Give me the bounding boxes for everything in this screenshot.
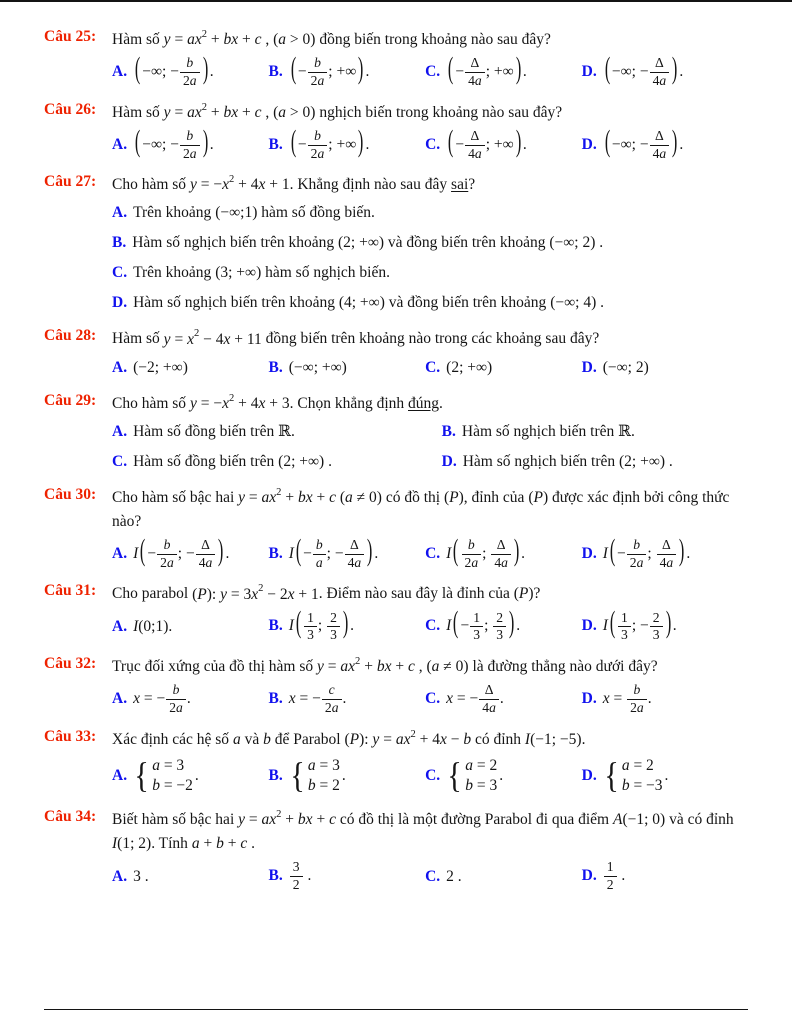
question [44, 173, 748, 317]
option-label: C. [425, 544, 441, 562]
option-text: I ( − $\frac{b}{2a}$ ; $\frac{\Delta}{4a}$ ) . [602, 534, 691, 570]
question [44, 728, 748, 798]
question-stem: Cho hàm số bậc hai $y = ax^2$ + bx + c (a ≠ 0) có đồ thị (P), đỉnh của (P) được xác định bởi công thức nào? [112, 486, 730, 531]
option [425, 609, 574, 645]
question-stem: Hàm số $y = x^2 - 4x + 11$ đồng biến trên khoảng nào trong các khoảng sau đây? [112, 328, 600, 348]
option [112, 199, 748, 227]
option [112, 54, 261, 90]
option [582, 127, 748, 163]
option-text: Hàm số nghịch biến trên (2; +∞) . [462, 452, 673, 470]
option-label: C. [112, 264, 128, 282]
option-text: x = − $\frac{\Delta}{4a}$ . [446, 682, 504, 715]
option-text: I ( $\frac{1}{3}$ ; $\frac{2}{3}$ ) . [288, 607, 354, 643]
option [442, 448, 748, 476]
option-text: $\frac{3}{2}$ . [289, 867, 312, 884]
option [269, 127, 418, 163]
question-stem: Biết hàm số bậc hai $y = ax^2$ + bx + c có đồ thị là một đường Parabol đi qua điểm A(−1; 0) và có đỉnh I(1; 2). Tính a + b + c . [112, 809, 734, 853]
option-text: (2; +∞) [446, 358, 493, 376]
option-text: Trên khoảng (3; +∞) hàm số nghịch biến. [133, 264, 390, 282]
option [112, 127, 261, 163]
option [582, 858, 748, 894]
question [44, 486, 748, 573]
option-text: ( − $\frac{b}{2a}$ ; +∞ ) . [290, 52, 370, 88]
option-text: I(0;1). [133, 617, 173, 635]
option-label: B. [268, 867, 283, 885]
options [112, 609, 748, 645]
question-body [112, 486, 748, 573]
question-label: Câu 26: [44, 100, 97, 118]
question [44, 28, 748, 91]
option-label: C. [425, 358, 441, 376]
question-stem: Cho parabol (P): $y = 3x^2 - 2x + 1$. Điểm nào sau đây là đỉnh của (P)? [112, 583, 541, 603]
option-label: A. [112, 544, 128, 562]
option-text: $\frac{1}{2}$ . [603, 867, 626, 884]
option [269, 681, 418, 717]
option-text: Trên khoảng (−∞;1) hàm số đồng biến. [133, 204, 375, 222]
option-label: D. [581, 544, 597, 562]
option-label: A. [112, 690, 128, 708]
option-text: { a = 2 b = −3 . [603, 755, 669, 796]
options [112, 199, 748, 317]
option-text: Hàm số đồng biến trên ℝ. [133, 422, 295, 440]
option [582, 54, 748, 90]
option [112, 863, 261, 891]
option-text: I ( − $\frac{b}{a}$ ; − $\frac{\Delta}{4a}$ ) . [288, 534, 379, 570]
option [112, 681, 261, 717]
option-label: B. [268, 617, 283, 635]
question-label: Câu 33: [44, 727, 97, 745]
option-label: A. [112, 422, 128, 440]
options [112, 127, 748, 163]
option [269, 754, 418, 798]
option-text: 3 . [133, 867, 149, 885]
options [112, 754, 748, 798]
question [44, 655, 748, 718]
option-label: D. [112, 294, 128, 312]
question-label: Câu 25: [44, 28, 97, 45]
option [582, 536, 748, 572]
question-label: Câu 28: [44, 327, 97, 345]
options [112, 54, 748, 90]
option-label: D. [581, 867, 597, 885]
question-body [112, 28, 748, 91]
option-text: { a = 3 b = 2 . [290, 755, 346, 796]
option-label: D. [581, 766, 597, 784]
option-text: 2 . [446, 867, 462, 885]
option [442, 418, 748, 446]
option-label: D. [581, 358, 597, 376]
option-label: C. [425, 135, 441, 153]
option-label: A. [112, 867, 128, 885]
option-text: (−∞; 2) [602, 358, 649, 376]
options [112, 681, 748, 717]
option [269, 354, 418, 382]
option [112, 536, 261, 572]
option-text: ( − $\frac{\Delta}{4a}$ ; +∞ ) . [448, 125, 527, 161]
question-label: Câu 32: [44, 655, 97, 673]
question-stem: Hàm số $y = ax^2$ + bx + c , (a > 0) đồng biến trong khoảng nào sau đây? [112, 28, 551, 49]
option [269, 536, 418, 572]
option-label: C. [425, 766, 441, 784]
option-label: B. [268, 544, 283, 562]
option-text: (−∞; +∞) [288, 358, 347, 376]
option-label: A. [112, 62, 128, 80]
option-text: ( − $\frac{b}{2a}$ ; +∞ ) . [290, 125, 370, 161]
option-text: Hàm số nghịch biến trên khoảng (4; +∞) và đồng biến trên khoảng (−∞; 4) . [133, 294, 604, 312]
option-label: D. [581, 135, 597, 153]
option-label: B. [268, 690, 283, 708]
question-label: Câu 29: [44, 391, 97, 409]
option [582, 354, 748, 382]
question [44, 327, 748, 381]
question [44, 101, 748, 164]
option-label: A. [112, 617, 128, 635]
option [269, 858, 418, 894]
option-label: B. [268, 62, 283, 80]
option-text: { a = 3 b = −2 . [134, 755, 199, 796]
option [425, 536, 574, 572]
question-body [112, 728, 748, 798]
option [425, 863, 574, 891]
option [582, 754, 748, 798]
option [112, 448, 434, 476]
question [44, 392, 748, 476]
option-label: D. [581, 690, 597, 708]
options [112, 354, 748, 382]
option-label: B. [268, 135, 283, 153]
question [44, 808, 748, 895]
option-text: { a = 2 b = 3 . [447, 755, 504, 796]
option-text: ( −∞; − $\frac{b}{2a}$ ) . [134, 52, 214, 88]
question-stem: Trục đối xứng của đồ thị hàm số $y = ax^2$ + bx + c , (a ≠ 0) là đường thẳng nào dưới đây? [112, 656, 658, 676]
question-label: Câu 30: [44, 485, 97, 503]
option [112, 613, 261, 641]
options [112, 536, 748, 572]
question-stem: Cho hàm số $y = -x^2 + 4x + 1$. Khẳng định nào sau đây sai? [112, 174, 476, 194]
option-label: B. [441, 422, 456, 440]
option [112, 259, 748, 287]
option [425, 127, 574, 163]
option-label: C. [112, 452, 128, 470]
options [112, 858, 748, 894]
option-label: B. [268, 766, 283, 784]
option-label: D. [581, 62, 597, 80]
question-list [44, 28, 748, 895]
option [269, 609, 418, 645]
option [112, 289, 748, 317]
question-stem: Xác định các hệ số a và b để Parabol (P): $y = ax^2 + 4x - b$ có đỉnh I(−1; −5). [112, 728, 586, 748]
option [582, 681, 748, 717]
question-body [112, 582, 748, 645]
option-label: A. [112, 358, 128, 376]
question [44, 582, 748, 645]
option-label: A. [112, 135, 128, 153]
option-text: ( −∞; − $\frac{\Delta}{4a}$ ) . [604, 52, 684, 88]
question-label: Câu 27: [44, 173, 97, 191]
option-text: Hàm số đồng biến trên (2; +∞) . [133, 452, 332, 470]
option-text: x = − $\frac{b}{2a}$ . [133, 682, 191, 715]
option [112, 354, 261, 382]
option [112, 754, 261, 798]
option-text: x = − $\frac{c}{2a}$ . [288, 682, 347, 715]
question-stem: Hàm số $y = ax^2$ + bx + c , (a > 0) nghịch biến trong khoảng nào sau đây? [112, 101, 563, 121]
option-text: I ( $\frac{b}{2a}$ ; $\frac{\Delta}{4a}$ ) . [446, 534, 525, 570]
option-text: I ( $\frac{1}{3}$ ; − $\frac{2}{3}$ ) . [602, 607, 677, 643]
option [112, 229, 748, 257]
option-text: I ( − $\frac{1}{3}$ ; $\frac{2}{3}$ ) . [446, 607, 521, 643]
option-label: A. [112, 766, 128, 784]
option [582, 609, 748, 645]
top-rule [0, 0, 792, 2]
option-label: B. [268, 358, 283, 376]
question-stem: Cho hàm số $y = -x^2 + 4x + 3$. Chọn khẳng định đúng. [112, 392, 443, 412]
option-label: C. [425, 867, 441, 885]
option-label: C. [425, 62, 441, 80]
option-text: Hàm số nghịch biến trên khoảng (2; +∞) và đồng biến trên khoảng (−∞; 2) . [132, 234, 604, 252]
question-body [112, 327, 748, 381]
option-label: D. [441, 452, 457, 470]
option [112, 418, 434, 446]
option [425, 754, 574, 798]
option-label: B. [112, 234, 127, 252]
option [425, 681, 574, 717]
option [425, 54, 574, 90]
question-body [112, 655, 748, 718]
option-text: ( − $\frac{\Delta}{4a}$ ; +∞ ) . [448, 52, 527, 88]
option-label: D. [581, 617, 597, 635]
option-text: (−2; +∞) [133, 358, 188, 376]
option-text: x = $\frac{b}{2a}$ . [602, 682, 652, 715]
option [425, 354, 574, 382]
question-body [112, 808, 748, 895]
option-label: C. [425, 690, 441, 708]
option-text: ( −∞; − $\frac{b}{2a}$ ) . [134, 125, 214, 161]
question-label: Câu 31: [44, 582, 97, 600]
option-label: A. [112, 204, 128, 222]
option-label: C. [425, 617, 441, 635]
option [269, 54, 418, 90]
question-body [112, 101, 748, 164]
options [112, 418, 748, 476]
question-body [112, 392, 748, 476]
bottom-rule [44, 1009, 748, 1010]
option-text: Hàm số nghịch biến trên ℝ. [461, 422, 635, 440]
question-label: Câu 34: [44, 808, 97, 826]
question-body [112, 173, 748, 317]
option-text: ( −∞; − $\frac{\Delta}{4a}$ ) . [604, 125, 684, 161]
option-text: I ( − $\frac{b}{2a}$ ; − $\frac{\Delta}{4a}$ ) . [133, 534, 230, 570]
